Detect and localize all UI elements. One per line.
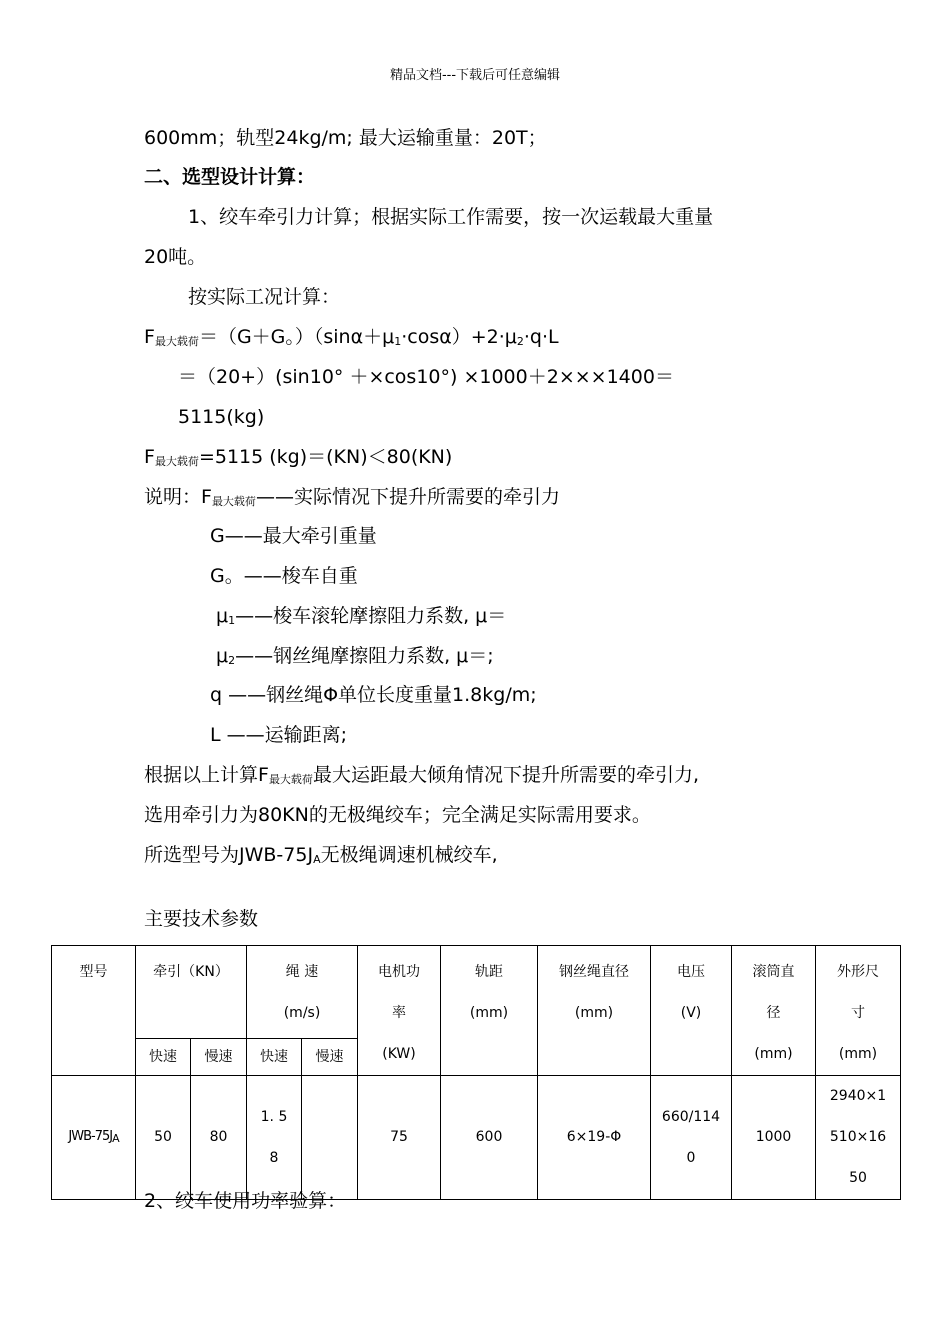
paragraph-traction-a: 1、绞车牵引力计算；根据实际工作需要，按一次运载最大重量 <box>188 206 714 228</box>
cell-fast-traction: 50 <box>136 1076 191 1200</box>
description-l: L ——运输距离; <box>210 724 348 746</box>
header-voltage: 电压 (V) <box>651 946 732 1076</box>
cell-model: JWB-$75J_A$ <box>52 1076 136 1200</box>
table-header-row <box>52 946 901 1039</box>
table-title: 主要技术参数 <box>144 908 259 930</box>
paragraph-condition: 按实际工况计算： <box>188 286 341 308</box>
subheader-fast-speed: 快速 <box>247 1039 302 1076</box>
description-g0: G。——梭车自重 <box>210 565 358 587</box>
paragraph-traction-b: 20吨。 <box>144 246 207 268</box>
header-model: 型号 <box>52 946 136 1076</box>
header-drum: 滚筒直 径 (mm) <box>732 946 816 1076</box>
formula-line-2: ＝（20+）(sin10° ＋×cos10°) ×1000＋2×××1400＝ <box>178 366 674 388</box>
cell-slow-traction: 80 <box>191 1076 247 1200</box>
description-mu1: $\mu_1——$梭车滚轮摩擦阻力系数, μ＝ <box>216 605 507 627</box>
parameters-table <box>51 945 901 1200</box>
cell-size: 2940×1 510×16 50 <box>816 1076 901 1200</box>
section-heading-2-2: 2、绞车使用功率验算： <box>144 1190 347 1212</box>
page-header: 精品文档---下载后可任意编辑 <box>389 68 561 83</box>
cell-rope: 6×19-Φ <box>538 1076 651 1200</box>
header-size: 外形尺 寸 (mm) <box>816 946 901 1076</box>
formula-line-4: $F_{最大载荷}=5115$ (kg)＝(KN)＜80(KN) <box>144 446 453 468</box>
formula-line-3: 5115(kg) <box>178 406 265 428</box>
header-rope: 钢丝绳直径 (mm) <box>538 946 651 1076</box>
description-mu2: $\mu_2——$钢丝绳摩擦阻力系数, μ＝; <box>216 645 494 667</box>
cell-motor: 75 <box>358 1076 441 1200</box>
table-row <box>52 1076 901 1200</box>
spec-line: 600mm；轨型24kg/m; 最大运输重量：20T； <box>144 127 547 149</box>
header-speed: 绳 速 (m/s) <box>247 946 358 1039</box>
cell-slow-speed <box>302 1076 358 1200</box>
subheader-fast-traction: 快速 <box>136 1039 191 1076</box>
description-g: G——最大牵引重量 <box>210 525 377 547</box>
header-traction: 牵引（KN） <box>136 946 247 1039</box>
subheader-slow-speed: 慢速 <box>302 1039 358 1076</box>
conclusion-line-3: 所选型号为JWB-$75J_A$无极绳调速机械绞车, <box>144 844 498 866</box>
description-q: q ——钢丝绳Φ单位长度重量1.8kg/m; <box>210 684 537 706</box>
header-motor: 电机功 率 (KW) <box>358 946 441 1076</box>
cell-drum: 1000 <box>732 1076 816 1200</box>
header-gauge: 轨距 (mm) <box>441 946 538 1076</box>
cell-gauge: 600 <box>441 1076 538 1200</box>
cell-voltage: 660/114 0 <box>651 1076 732 1200</box>
conclusion-line-1: 根据以上计算$F_{最大载荷}$最大运距最大倾角情况下提升所需要的牵引力, <box>144 764 699 786</box>
formula-line-1: $F_{最大载荷}=(G+G$。）$(\sin\alpha+\mu_1\cdot\cos\alpha)+2\cdot\mu_2\cdot q\cdot L$ <box>144 326 559 348</box>
section-heading-2: 二、选型设计计算： <box>144 166 316 188</box>
cell-fast-speed: 1. 5 8 <box>247 1076 302 1200</box>
subheader-slow-traction: 慢速 <box>191 1039 247 1076</box>
description-intro: 说明：$F_{最大载荷}——$实际情况下提升所需要的牵引力 <box>144 486 560 508</box>
conclusion-line-2: 选用牵引力为80KN的无极绳绞车；完全满足实际需用要求。 <box>144 804 651 826</box>
